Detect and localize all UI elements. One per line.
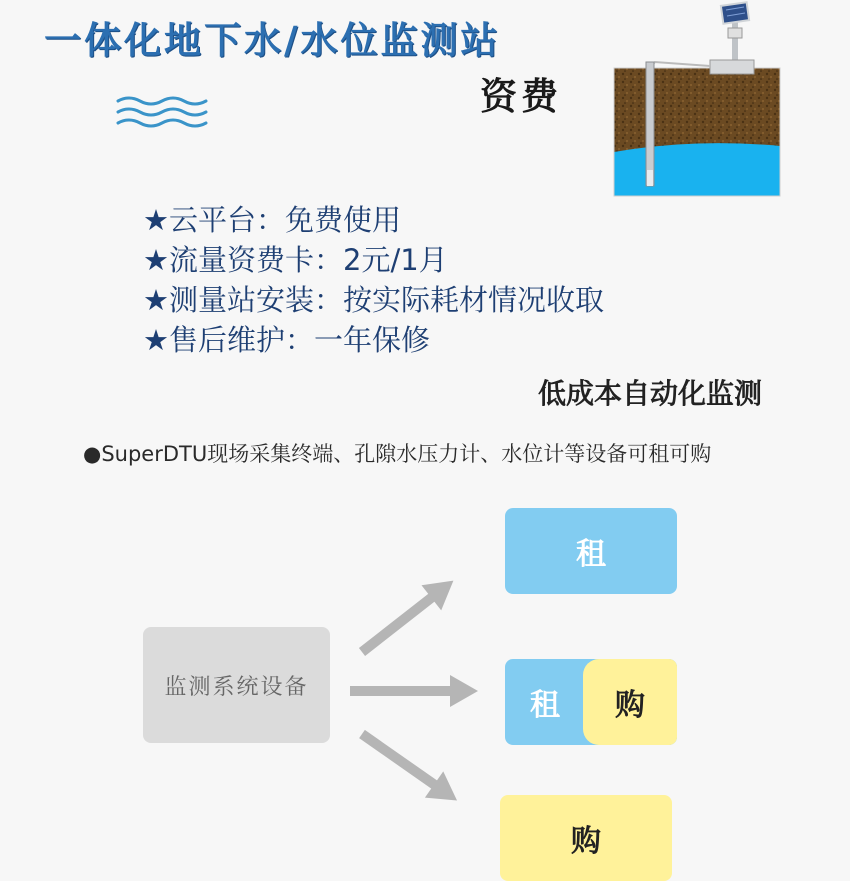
section-note: ●SuperDTU现场采集终端、孔隙水压力计、水位计等设备可租可购 [83, 442, 712, 466]
monitoring-device-box: 监测系统设备 [143, 627, 330, 743]
page-title: 一体化地下水/水位监测站 [44, 19, 501, 62]
rent-option-box: 租 [505, 508, 677, 594]
buy-label: 购 [583, 659, 677, 745]
arrow-down-icon [353, 721, 466, 810]
groundwater-station-illustration [605, 0, 785, 200]
rent-label: 租 [530, 688, 560, 723]
section-title: 低成本自动化监测 [538, 377, 763, 410]
water-waves-icon [116, 95, 208, 129]
page-subtitle: 资费 [480, 75, 562, 118]
rent-or-buy-option-box [505, 659, 677, 745]
buy-option-box: 购 [500, 795, 672, 881]
flow-arrows [340, 570, 490, 810]
feature-item-installation: ★测量站安装：按实际耗材情况收取 [143, 283, 604, 317]
arrow-right-icon [350, 675, 478, 707]
feature-item-maintenance: ★售后维护：一年保修 [143, 323, 430, 357]
feature-item-data-card: ★流量资费卡：2元/1月 [143, 243, 448, 277]
arrow-up-icon [352, 570, 463, 665]
feature-item-cloud: ★云平台：免费使用 [143, 203, 401, 237]
feature-list [143, 200, 604, 360]
